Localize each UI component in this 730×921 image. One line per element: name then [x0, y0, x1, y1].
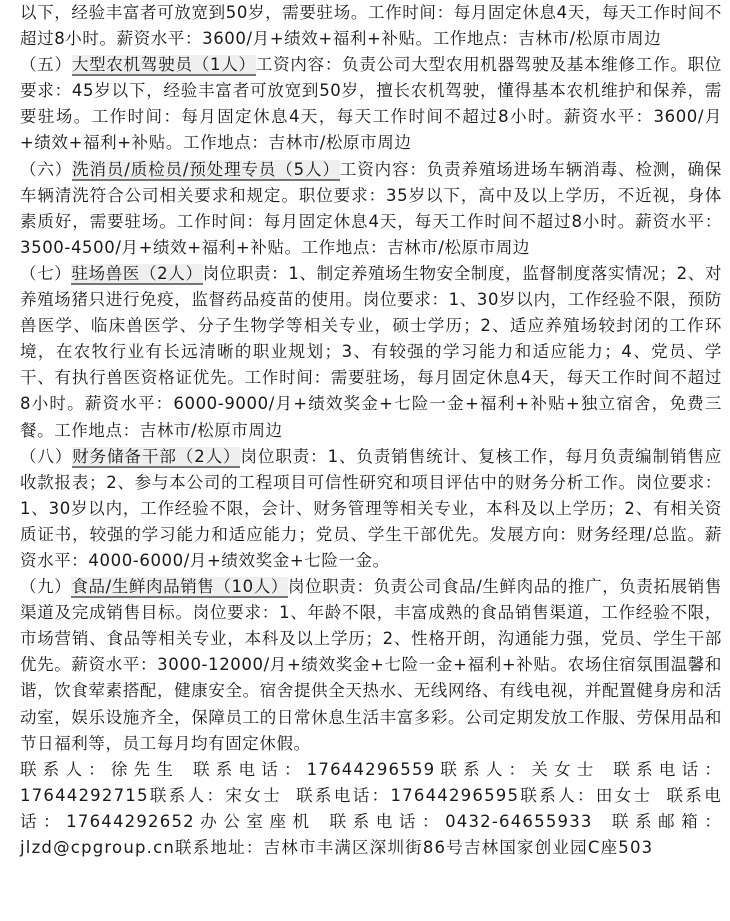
- address-text: 吉林市丰满区深圳街86号吉林国家创业园C座503: [263, 838, 654, 857]
- job-item-7: [20, 261, 722, 444]
- job-description: 岗位职责：负责公司食品/生鲜肉品的推广，负责拓展销售渠道及完成销售目标。岗位要求：1、年龄不限，丰富成熟的食品销售渠道，工作经验不限，市场营销、食品等相关专业，本科及以上学历；2、性格开朗，沟通能力强，党员、学生干部优先。薪资水平：3000-12000/月+绩效奖金+七险一金+福利+补贴。农场住宿氛围温馨和谐，饮食荤素搭配，健康安全。宿舍提供全天热水、无线网络、有线电视，并配置健身房和活动室，娱乐设施齐全，保障员工的日常休息生活丰富多彩。公司定期发放工作服、劳保用品和节日福利等，员工每月均有固定休假。: [20, 577, 722, 753]
- contact-phone-number[interactable]: 17644292652: [66, 811, 195, 831]
- job-prefix: （七）: [20, 263, 72, 283]
- email-label: 联系邮箱：: [606, 811, 723, 831]
- job-prefix: （五）: [20, 55, 72, 75]
- job-item-8: [20, 444, 722, 574]
- office-phone-label: 办公室座机: [194, 811, 316, 831]
- email-address[interactable]: jlzd@cpgroup.cn: [20, 838, 176, 857]
- contact-phone-number[interactable]: 17644296595: [390, 785, 520, 805]
- job-description: 岗位职责：1、制定养殖场生物安全制度，监督制度落实情况；2、对养殖场猪只进行免疫，监督药品疫苗的使用。岗位要求：1、30岁以内，工作经验不限，预防兽医学、临床兽医学、分子生物学等相关专业，硕士学历；2、适应养殖场较封闭的工作环境，在农牧行业有长远清晰的职业规划；3、有较强的学习能力和适应能力；4、党员、学干、有执行兽医资格证优先。工作时间：需要驻场，每月固定休息4天，每天工作时间不超过8小时。薪资水平：6000-9000/月+绩效奖金+七险一金+福利+补贴+独立宿舍，免费三餐。工作地点：吉林市/松原市周边: [20, 263, 722, 440]
- contact-phone-label: 联系电话：: [329, 811, 446, 831]
- intro-paragraph: [20, 0, 722, 52]
- job-prefix: （八）: [20, 446, 73, 466]
- job-title-highlight: 食品/生鲜肉品销售（10人）: [71, 577, 288, 597]
- job-title-highlight: 驻场兽医（2人）: [71, 263, 203, 283]
- job-prefix: （九）: [20, 577, 72, 597]
- job-description: 工资内容：负责公司大型农用机器驾驶及基本维修工作。职位要求：45岁以下，经验丰富者可放宽到50岁，擅长农机驾驶，懂得基本农机维护和保养，需要驻场。工作时间：每月固定休息4天，每天工作时间不超过8小时。薪资水平：3600/月+绩效+福利+补贴。工作地点：吉林市/松原市周边: [20, 55, 722, 153]
- contact-phone-number[interactable]: 17644292715: [20, 785, 149, 805]
- job-item-5: [20, 52, 722, 156]
- job-item-6: [20, 157, 722, 261]
- job-description: 工资内容：负责养殖场进场车辆消毒、检测，确保车辆清洗符合公司相关要求和规定。职位要求：35岁以下，高中及以上学历，不近视，身体素质好，需要驻场。工作时间：每月固定休息4天，每天工作时间不超过8小时。薪资水平：3500-4500/月+绩效+福利+补贴。工作地点：吉林市/松原市周边: [20, 159, 722, 257]
- contact-person-label: 联系人：: [148, 785, 226, 805]
- contact-person-name: 关女士: [531, 759, 600, 779]
- contact-phone-label: 联系电话：: [296, 785, 391, 805]
- job-prefix: （六）: [20, 159, 73, 179]
- contact-person-name: 徐先生: [110, 759, 180, 779]
- job-description: 岗位职责：1、负责销售统计、复核工作，每月负责编制销售应收款报表；2、参与本公司的工程项目可信性研究和项目评估中的财务分析工作。岗位要求：1、30岁以内，工作经验不限，会计、财务管理等相关专业，本科及以上学历；2、有相关资质证书，较强的学习能力和适应能力；党员、学生干部优先。发展方向：财务经理/总监。薪资水平：4000-6000/月+绩效奖金+七险一金。: [20, 446, 722, 570]
- contact-person-name: 宋女士: [225, 785, 283, 805]
- job-title-highlight: 大型农机驾驶员（1人）: [71, 55, 256, 75]
- contact-person-label: 联系人：: [435, 759, 532, 779]
- intro-text: 以下，经验丰富者可放宽到50岁，需要驻场。工作时间：每月固定休息4天，每天工作时间不超过8小时。薪资水平：3600/月+绩效+福利+补贴。工作地点：吉林市/松原市周边: [20, 3, 722, 49]
- address-label: 联系地址：: [175, 838, 264, 857]
- job-title-highlight: 财务储备干部（2人）: [72, 446, 241, 466]
- contact-block: [20, 757, 722, 861]
- job-title-highlight: 洗消员/质检员/预处理专员（5人）: [72, 159, 340, 179]
- contact-phone-label: 联系电话：: [193, 759, 307, 779]
- job-item-9: [20, 574, 722, 757]
- contact-person-label: 联系人：: [519, 785, 596, 805]
- contact-phone-label: 联系电话：: [20, 785, 723, 831]
- contact-person-name: 田女士: [595, 785, 653, 805]
- contact-person-label: 联系人：: [20, 759, 111, 779]
- office-phone-number[interactable]: 0432-64655933: [445, 811, 593, 831]
- contact-phone-label: 联系电话：: [613, 759, 723, 779]
- contact-phone-number[interactable]: 17644296559: [306, 759, 436, 779]
